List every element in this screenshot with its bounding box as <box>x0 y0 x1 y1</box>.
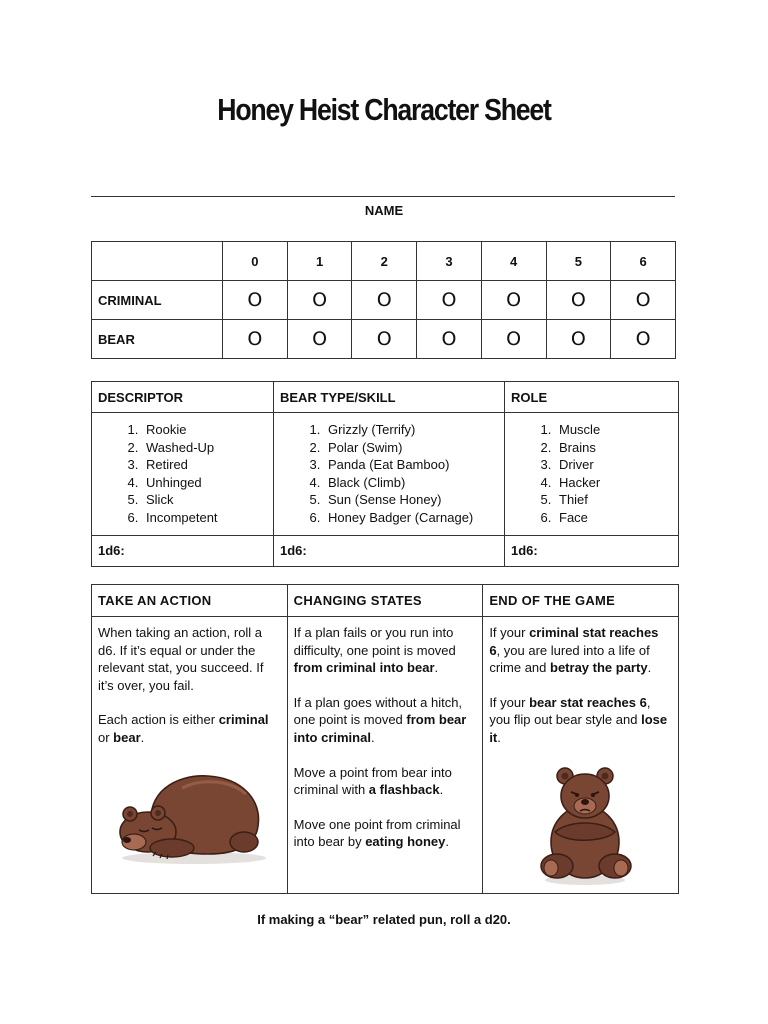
bear-type-item: 4. Black (Climb) <box>324 474 504 492</box>
choices-roll-row <box>92 535 679 566</box>
flashback-text: Move a point from bear into criminal with a flashback. <box>293 764 452 798</box>
role-item: 3. Driver <box>555 456 678 474</box>
criminal-circle-6[interactable]: O <box>611 281 676 320</box>
bear-circle-5[interactable]: O <box>546 320 611 359</box>
bear-type-item: 6. Honey Badger (Carnage) <box>324 509 504 527</box>
criminal-circle-1[interactable]: O <box>287 281 352 320</box>
sleeping-bear-illustration <box>112 764 272 864</box>
role-item: 2. Brains <box>555 439 678 457</box>
end-game-header: END OF THE GAME <box>483 585 679 617</box>
descriptor-item: 5. Slick <box>142 491 273 509</box>
choices-table <box>91 381 679 567</box>
stats-header-row <box>92 242 676 281</box>
role-list <box>505 421 678 527</box>
bear-type-list <box>274 421 504 527</box>
bear-type-item: 2. Polar (Swim) <box>324 439 504 457</box>
criminal-circle-5[interactable]: O <box>546 281 611 320</box>
criminal-label: CRIMINAL <box>92 281 223 320</box>
changing-states-header: CHANGING STATES <box>287 585 483 617</box>
bear-type-item: 3. Panda (Eat Bamboo) <box>324 456 504 474</box>
descriptor-item: 1. Rookie <box>142 421 273 439</box>
pun-footer-note: If making a “bear” related pun, roll a d20. <box>257 912 511 927</box>
choices-list-row <box>92 413 679 536</box>
rules-header-row <box>92 585 679 617</box>
bear-type-cell <box>274 413 505 536</box>
role-header: ROLE <box>505 382 679 413</box>
take-action-text: When taking an action, roll a d6. If it’s equal or under the relevant stat, you succeed. If it’s over, you fail. <box>98 625 264 693</box>
role-roll-field[interactable]: 1d6: <box>505 535 679 566</box>
bear-label: BEAR <box>92 320 223 359</box>
bear-type-item: 1. Grizzly (Terrify) <box>324 421 504 439</box>
stat-column-4: 4 <box>481 242 546 281</box>
criminal-circle-3[interactable]: O <box>417 281 482 320</box>
criminal-ending-text: If your criminal stat reaches 6, you are lured into a life of crime and betray the party. <box>489 625 659 676</box>
bear-circle-0[interactable]: O <box>223 320 288 359</box>
stats-corner-cell <box>92 242 223 281</box>
descriptor-roll-field[interactable]: 1d6: <box>92 535 274 566</box>
action-type-text: Each action is either criminal or bear. <box>98 712 269 745</box>
descriptor-item: 3. Retired <box>142 456 273 474</box>
bear-circle-3[interactable]: O <box>417 320 482 359</box>
bear-type-header: BEAR TYPE/SKILL <box>274 382 505 413</box>
stat-column-1: 1 <box>287 242 352 281</box>
role-cell <box>505 413 679 536</box>
criminal-circle-2[interactable]: O <box>352 281 417 320</box>
bear-circle-6[interactable]: O <box>611 320 676 359</box>
descriptor-list <box>92 421 273 527</box>
name-label: NAME <box>364 203 404 218</box>
stat-column-3: 3 <box>417 242 482 281</box>
descriptor-header: DESCRIPTOR <box>92 382 274 413</box>
descriptor-item: 6. Incompetent <box>142 509 273 527</box>
changing-states-cell <box>287 617 483 894</box>
role-item: 1. Muscle <box>555 421 678 439</box>
stat-column-6: 6 <box>611 242 676 281</box>
rules-table <box>91 584 679 894</box>
plan-fails-text: If a plan fails or you run into difficulty, one point is moved from criminal into bear. <box>293 625 456 676</box>
role-item: 4. Hacker <box>555 474 678 492</box>
bear-row <box>92 320 676 359</box>
rules-body-row <box>92 617 679 894</box>
criminal-circle-0[interactable]: O <box>223 281 288 320</box>
bear-circle-2[interactable]: O <box>352 320 417 359</box>
name-write-line[interactable] <box>91 196 675 197</box>
bear-circle-1[interactable]: O <box>287 320 352 359</box>
take-action-header: TAKE AN ACTION <box>92 585 288 617</box>
plan-succeeds-text: If a plan goes without a hitch, one point is moved from bear into criminal. <box>293 694 467 745</box>
role-item: 6. Face <box>555 509 678 527</box>
bear-type-item: 5. Sun (Sense Honey) <box>324 491 504 509</box>
stats-table <box>91 241 676 359</box>
take-action-cell <box>92 617 288 894</box>
descriptor-item: 4. Unhinged <box>142 474 273 492</box>
eating-honey-text: Move one point from criminal into bear by eating honey. <box>293 816 461 850</box>
role-item: 5. Thief <box>555 491 678 509</box>
criminal-row <box>92 281 676 320</box>
bear-ending-text: If your bear stat reaches 6, you flip out bear style and lose it. <box>489 694 668 745</box>
stat-column-5: 5 <box>546 242 611 281</box>
end-game-cell <box>483 617 679 894</box>
stat-column-2: 2 <box>352 242 417 281</box>
choices-header-row <box>92 382 679 413</box>
stat-column-0: 0 <box>223 242 288 281</box>
criminal-circle-4[interactable]: O <box>481 281 546 320</box>
bear-circle-4[interactable]: O <box>481 320 546 359</box>
sitting-bear-illustration <box>535 760 635 886</box>
descriptor-cell <box>92 413 274 536</box>
page-title: Honey Heist Character Sheet <box>217 92 551 127</box>
descriptor-item: 2. Washed-Up <box>142 439 273 457</box>
bear-type-roll-field[interactable]: 1d6: <box>274 535 505 566</box>
